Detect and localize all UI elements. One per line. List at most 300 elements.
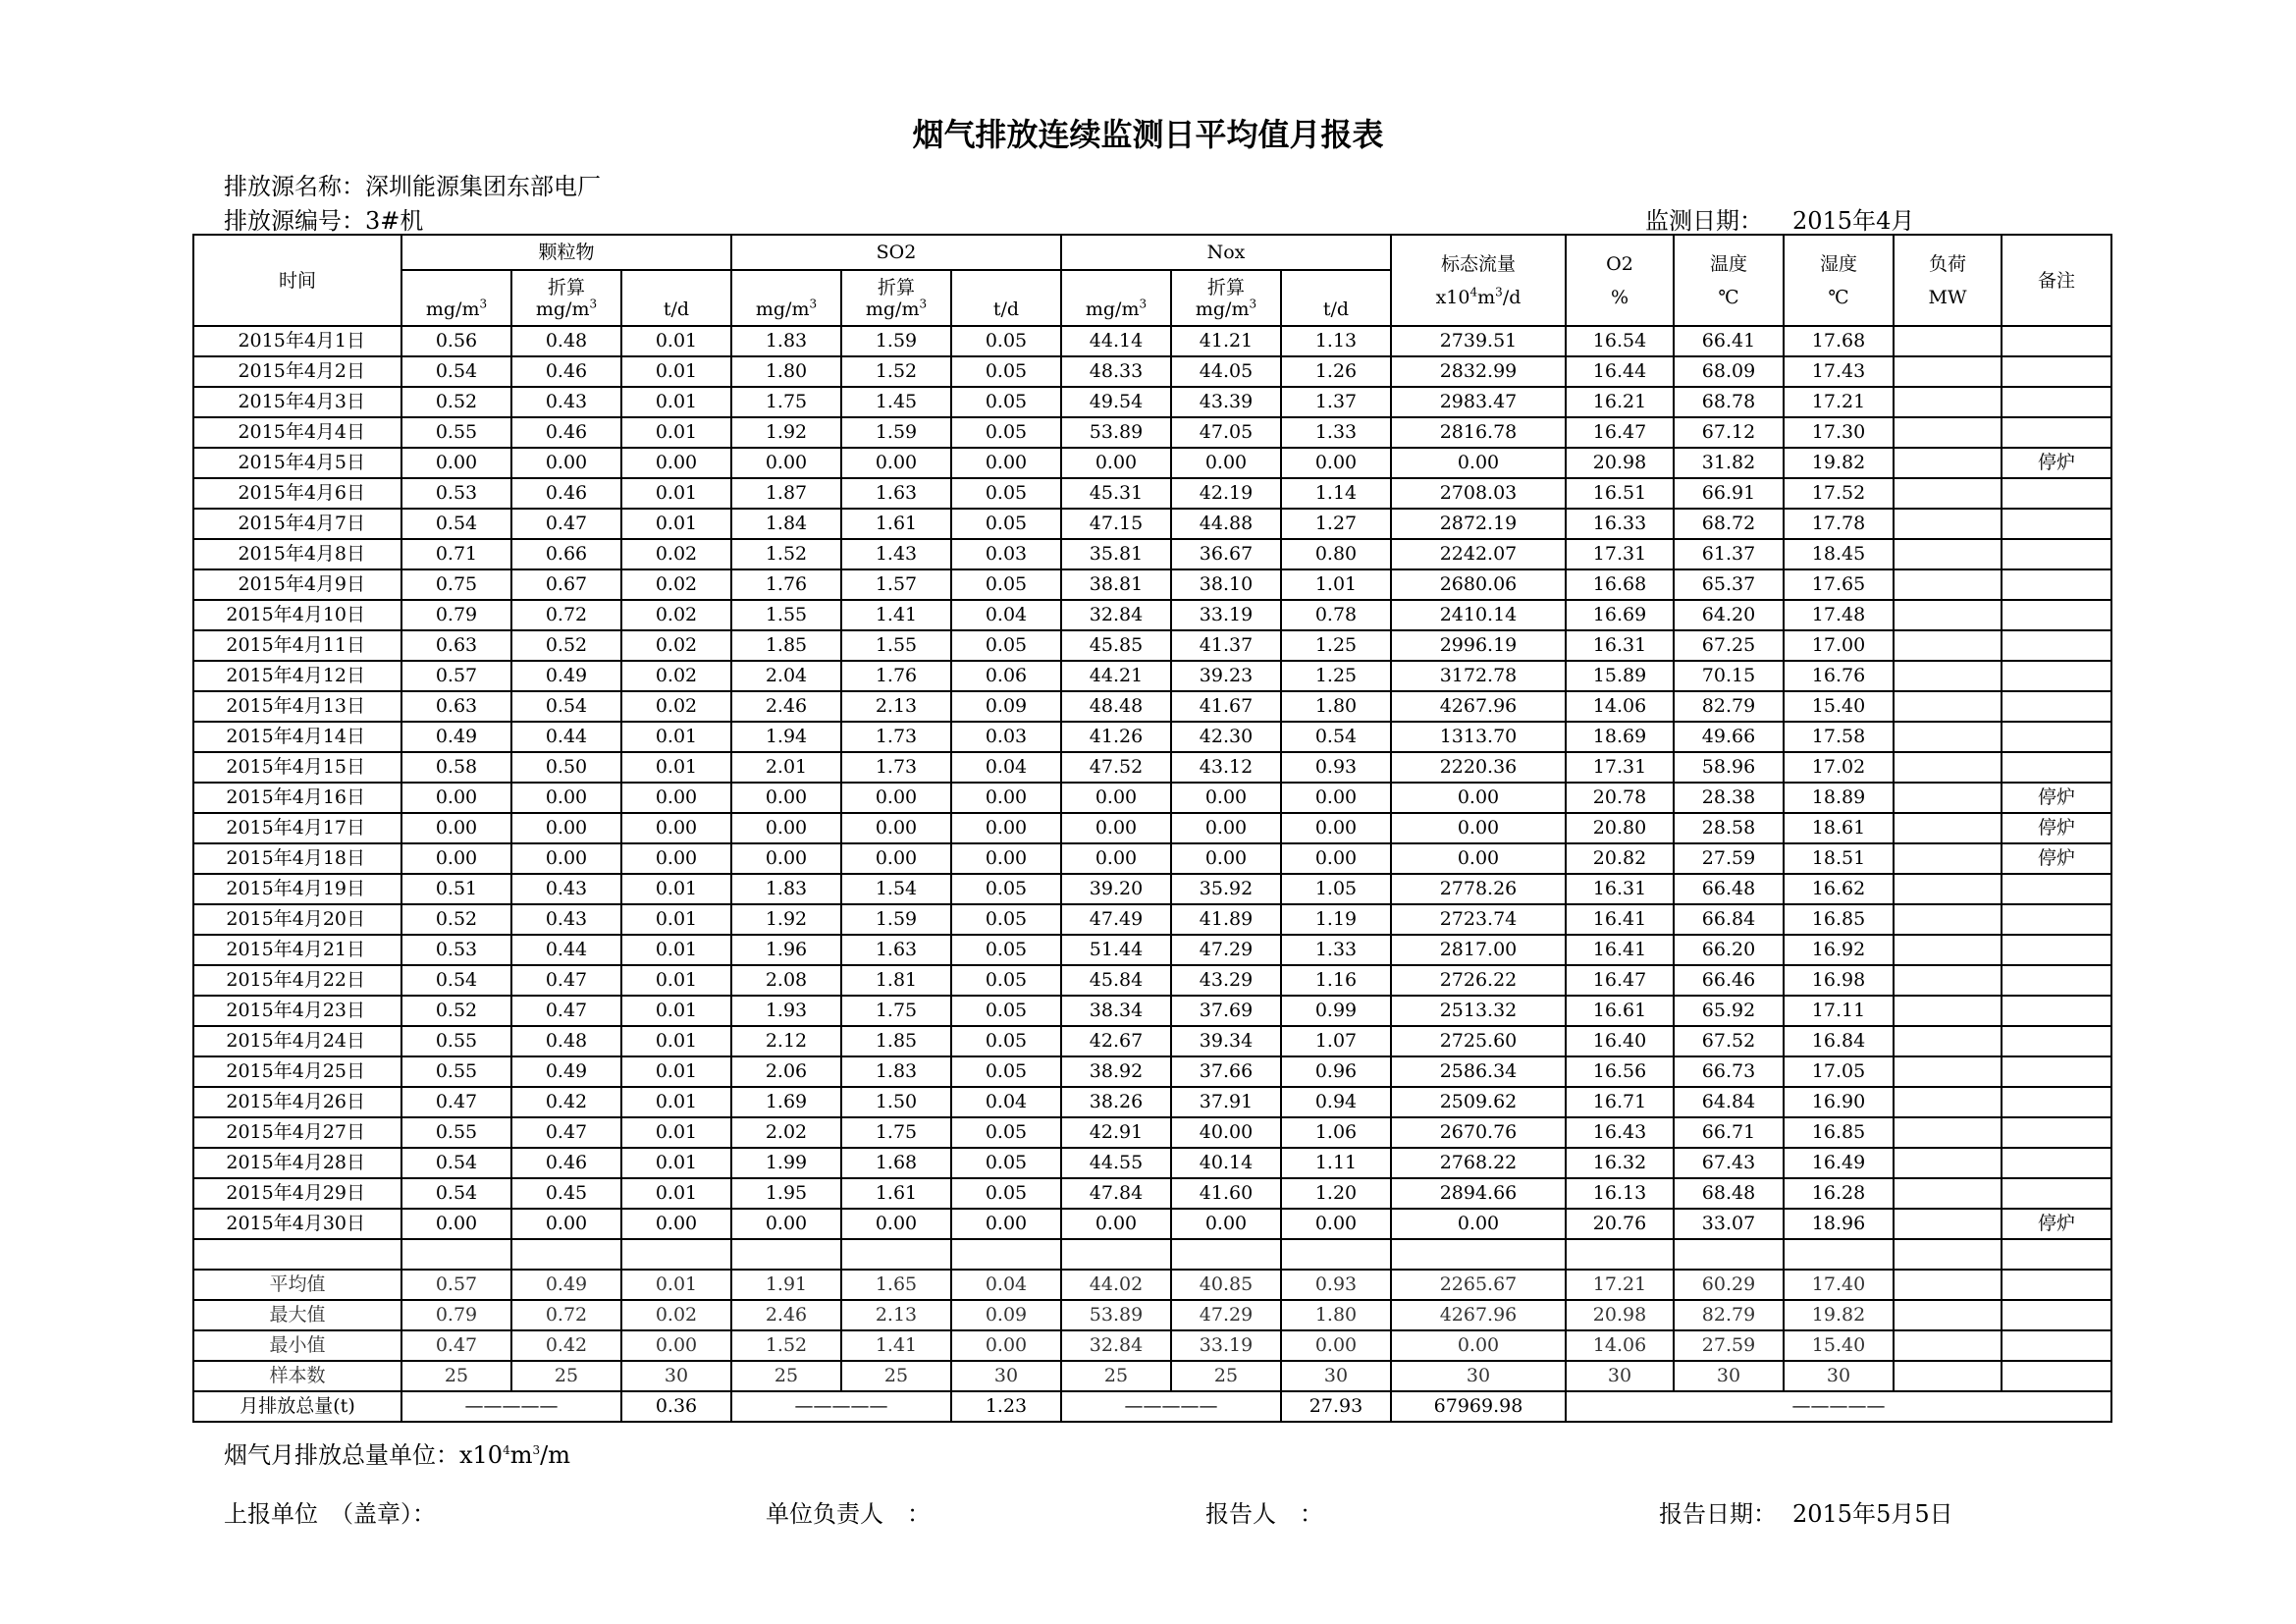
row-label: 2015年4月13日 xyxy=(193,691,401,722)
table-cell: 1.50 xyxy=(841,1087,951,1117)
table-cell xyxy=(2002,509,2111,539)
table-cell xyxy=(2002,1148,2111,1178)
table-cell: 1.81 xyxy=(841,965,951,996)
table-cell: 1.63 xyxy=(841,935,951,965)
table-cell: 0.00 xyxy=(621,1330,731,1361)
table-cell: 3172.78 xyxy=(1391,661,1566,691)
table-row xyxy=(193,1209,2111,1239)
table-cell: 0.04 xyxy=(951,1270,1061,1300)
table-cell: 16.21 xyxy=(1566,387,1674,417)
row-label: 2015年4月25日 xyxy=(193,1056,401,1087)
table-cell: 0.01 xyxy=(621,996,731,1026)
table-cell: 66.91 xyxy=(1674,478,1784,509)
table-cell: 47.84 xyxy=(1061,1178,1171,1209)
table-cell: 0.01 xyxy=(621,478,731,509)
table-cell xyxy=(1894,752,2002,783)
table-cell: 37.91 xyxy=(1171,1087,1281,1117)
row-label: 最小值 xyxy=(193,1330,401,1361)
table-cell: 33.19 xyxy=(1171,600,1281,630)
table-cell: 0.00 xyxy=(621,1209,731,1239)
table-cell: 0.02 xyxy=(621,661,731,691)
table-cell: 0.05 xyxy=(951,996,1061,1026)
table-cell: 1.83 xyxy=(841,1056,951,1087)
table-cell: 41.21 xyxy=(1171,326,1281,356)
header-time: 时间 xyxy=(193,235,401,326)
table-cell: 1.85 xyxy=(841,1026,951,1056)
table-cell: 1.73 xyxy=(841,752,951,783)
table-cell: 0.00 xyxy=(621,448,731,478)
table-cell: 18.61 xyxy=(1784,813,1894,843)
table-cell: 48.33 xyxy=(1061,356,1171,387)
table-cell: 0.51 xyxy=(401,874,511,904)
table-cell: 0.46 xyxy=(511,417,621,448)
table-cell: 20.82 xyxy=(1566,843,1674,874)
table-cell: 44.05 xyxy=(1171,356,1281,387)
table-cell: 1.16 xyxy=(1281,965,1391,996)
row-label: 2015年4月18日 xyxy=(193,843,401,874)
subheader-td: t/d xyxy=(1281,270,1391,326)
table-cell: 1.52 xyxy=(841,356,951,387)
table-cell: 0.04 xyxy=(951,600,1061,630)
row-label: 样本数 xyxy=(193,1361,401,1391)
table-cell: 45.31 xyxy=(1061,478,1171,509)
table-cell: 51.44 xyxy=(1061,935,1171,965)
table-cell: 16.28 xyxy=(1784,1178,1894,1209)
table-cell: 0.43 xyxy=(511,904,621,935)
table-cell: 16.76 xyxy=(1784,661,1894,691)
table-row xyxy=(193,752,2111,783)
table-cell: 47.49 xyxy=(1061,904,1171,935)
table-cell: 48.48 xyxy=(1061,691,1171,722)
table-cell xyxy=(1894,630,2002,661)
report-date-label: 报告日期： xyxy=(1659,1500,1777,1528)
table-row xyxy=(193,722,2111,752)
table-cell xyxy=(1894,1056,2002,1087)
table-cell: 0.05 xyxy=(951,1056,1061,1087)
row-label: 2015年4月17日 xyxy=(193,813,401,843)
table-cell: 0.75 xyxy=(401,569,511,600)
table-cell: 16.54 xyxy=(1566,326,1674,356)
table-cell xyxy=(1391,1239,1566,1270)
table-cell: 0.49 xyxy=(511,1056,621,1087)
table-cell: 16.68 xyxy=(1566,569,1674,600)
table-cell: 1.61 xyxy=(841,509,951,539)
table-cell xyxy=(951,1239,1061,1270)
table-cell xyxy=(2002,1270,2111,1300)
table-cell: 16.33 xyxy=(1566,509,1674,539)
table-cell: 0.66 xyxy=(511,539,621,569)
table-cell: 66.73 xyxy=(1674,1056,1784,1087)
table-row xyxy=(193,843,2111,874)
table-cell: 39.20 xyxy=(1061,874,1171,904)
row-label: 2015年4月27日 xyxy=(193,1117,401,1148)
table-cell: 16.32 xyxy=(1566,1148,1674,1178)
table-row xyxy=(193,1178,2111,1209)
table-row xyxy=(193,935,2111,965)
table-cell: 16.85 xyxy=(1784,1117,1894,1148)
table-cell: 2894.66 xyxy=(1391,1178,1566,1209)
table-cell: 66.84 xyxy=(1674,904,1784,935)
header-load: 负荷 MW xyxy=(1894,235,2002,326)
table-cell: 0.00 xyxy=(401,843,511,874)
table-cell: 1.83 xyxy=(731,326,841,356)
table-row xyxy=(193,874,2111,904)
table-cell: 0.45 xyxy=(511,1178,621,1209)
table-cell: 0.55 xyxy=(401,417,511,448)
table-cell xyxy=(2002,722,2111,752)
table-cell: 1.76 xyxy=(731,569,841,600)
table-cell xyxy=(731,1239,841,1270)
table-cell: 27.59 xyxy=(1674,1330,1784,1361)
table-cell: 68.48 xyxy=(1674,1178,1784,1209)
table-row xyxy=(193,1026,2111,1056)
table-cell: 68.09 xyxy=(1674,356,1784,387)
table-cell: 1.99 xyxy=(731,1148,841,1178)
table-cell: 0.00 xyxy=(951,1209,1061,1239)
row-label: 2015年4月21日 xyxy=(193,935,401,965)
header-nox: Nox xyxy=(1061,235,1391,270)
table-cell: 66.41 xyxy=(1674,326,1784,356)
table-cell: 0.54 xyxy=(401,1148,511,1178)
table-cell: 0.93 xyxy=(1281,1270,1391,1300)
table-cell xyxy=(1894,813,2002,843)
table-cell: 27.59 xyxy=(1674,843,1784,874)
table-cell: 1.11 xyxy=(1281,1148,1391,1178)
table-cell: 0.00 xyxy=(1391,783,1566,813)
table-cell: 2817.00 xyxy=(1391,935,1566,965)
table-cell: 0.57 xyxy=(401,661,511,691)
table-cell xyxy=(1894,935,2002,965)
table-cell: 35.92 xyxy=(1171,874,1281,904)
row-label: 2015年4月20日 xyxy=(193,904,401,935)
table-cell: 25 xyxy=(511,1361,621,1391)
subheader-converted: 折算 $mg/m^3$ xyxy=(841,270,951,326)
table-cell: 1.80 xyxy=(1281,691,1391,722)
table-cell: 0.52 xyxy=(401,904,511,935)
table-cell: 47.29 xyxy=(1171,935,1281,965)
table-cell: 2983.47 xyxy=(1391,387,1566,417)
stats-row xyxy=(193,1270,2111,1300)
table-cell: 停炉 xyxy=(2002,1209,2111,1239)
table-cell: 停炉 xyxy=(2002,783,2111,813)
monitor-date: 2015年4月 xyxy=(1792,207,1915,235)
table-cell: 0.00 xyxy=(1171,783,1281,813)
total-nox: 27.93 xyxy=(1281,1391,1391,1422)
row-label: 2015年4月30日 xyxy=(193,1209,401,1239)
table-cell: 1.25 xyxy=(1281,661,1391,691)
table-cell: 30 xyxy=(1566,1361,1674,1391)
table-cell: 2.06 xyxy=(731,1056,841,1087)
table-cell: 2816.78 xyxy=(1391,417,1566,448)
table-cell: 0.94 xyxy=(1281,1087,1391,1117)
stats-row xyxy=(193,1361,2111,1391)
table-cell: 0.03 xyxy=(951,722,1061,752)
table-cell: 1.52 xyxy=(731,1330,841,1361)
table-cell: 0.05 xyxy=(951,387,1061,417)
table-cell xyxy=(1894,783,2002,813)
table-cell xyxy=(401,1239,511,1270)
subheader-td: t/d xyxy=(951,270,1061,326)
table-cell: 2220.36 xyxy=(1391,752,1566,783)
table-cell: 16.84 xyxy=(1784,1026,1894,1056)
table-cell: 16.71 xyxy=(1566,1087,1674,1117)
table-cell: 19.82 xyxy=(1784,1300,1894,1330)
table-cell: 0.96 xyxy=(1281,1056,1391,1087)
table-cell: 82.79 xyxy=(1674,1300,1784,1330)
table-cell: 2410.14 xyxy=(1391,600,1566,630)
table-cell: 1.69 xyxy=(731,1087,841,1117)
table-cell xyxy=(1894,1239,2002,1270)
table-cell: 0.54 xyxy=(511,691,621,722)
table-cell: 58.96 xyxy=(1674,752,1784,783)
table-cell: 0.00 xyxy=(511,813,621,843)
table-cell: 0.02 xyxy=(621,600,731,630)
table-cell: 16.44 xyxy=(1566,356,1674,387)
table-cell xyxy=(2002,965,2111,996)
table-cell: 0.53 xyxy=(401,935,511,965)
table-cell xyxy=(1894,1178,2002,1209)
table-cell: 0.72 xyxy=(511,600,621,630)
table-cell: 20.76 xyxy=(1566,1209,1674,1239)
table-cell xyxy=(2002,569,2111,600)
table-row xyxy=(193,326,2111,356)
table-cell: 0.54 xyxy=(401,356,511,387)
table-cell: 0.02 xyxy=(621,1300,731,1330)
table-cell: 0.00 xyxy=(1281,843,1391,874)
table-cell: 0.00 xyxy=(1061,783,1171,813)
table-cell: 40.85 xyxy=(1171,1270,1281,1300)
table-cell: 0.05 xyxy=(951,935,1061,965)
table-cell: 1.52 xyxy=(731,539,841,569)
row-label: 2015年4月3日 xyxy=(193,387,401,417)
table-cell: 33.07 xyxy=(1674,1209,1784,1239)
table-cell: 16.49 xyxy=(1784,1148,1894,1178)
table-cell: 0.00 xyxy=(401,813,511,843)
table-cell xyxy=(2002,387,2111,417)
table-cell: 0.79 xyxy=(401,600,511,630)
table-cell: 16.31 xyxy=(1566,630,1674,661)
source-number: 排放源编号：3#机 xyxy=(224,207,424,235)
table-cell xyxy=(1894,904,2002,935)
table-cell: 0.05 xyxy=(951,326,1061,356)
table-row xyxy=(193,417,2111,448)
table-cell: 44.88 xyxy=(1171,509,1281,539)
table-row xyxy=(193,661,2111,691)
table-cell: 44.55 xyxy=(1061,1148,1171,1178)
table-cell: 0.46 xyxy=(511,478,621,509)
table-cell: 2.12 xyxy=(731,1026,841,1056)
table-cell: 30 xyxy=(621,1361,731,1391)
dash-cell: ————— xyxy=(1566,1391,2111,1422)
table-cell: 0.00 xyxy=(1391,813,1566,843)
table-cell xyxy=(1894,1026,2002,1056)
table-cell: 44.14 xyxy=(1061,326,1171,356)
table-cell: 0.44 xyxy=(511,935,621,965)
table-cell: 0.53 xyxy=(401,478,511,509)
table-cell: 0.05 xyxy=(951,1178,1061,1209)
table-cell: 15.40 xyxy=(1784,691,1894,722)
table-cell: 0.00 xyxy=(731,783,841,813)
table-cell: 0.58 xyxy=(401,752,511,783)
table-cell: 30 xyxy=(1281,1361,1391,1391)
table-cell: 25 xyxy=(731,1361,841,1391)
table-cell xyxy=(2002,661,2111,691)
table-cell: 1.59 xyxy=(841,417,951,448)
table-cell: 14.06 xyxy=(1566,691,1674,722)
page-title: 烟气排放连续监测日平均值月报表 xyxy=(912,116,1384,153)
table-cell: 1.19 xyxy=(1281,904,1391,935)
table-cell: 17.31 xyxy=(1566,539,1674,569)
table-cell: 1.83 xyxy=(731,874,841,904)
table-cell: 0.48 xyxy=(511,1026,621,1056)
table-cell: 1.75 xyxy=(841,1117,951,1148)
table-cell: 0.63 xyxy=(401,691,511,722)
table-cell: 2.46 xyxy=(731,691,841,722)
table-cell: 0.56 xyxy=(401,326,511,356)
table-cell: 0.05 xyxy=(951,478,1061,509)
table-cell: 0.00 xyxy=(401,783,511,813)
table-cell xyxy=(1894,1330,2002,1361)
table-row xyxy=(193,1117,2111,1148)
table-cell: 1313.70 xyxy=(1391,722,1566,752)
table-cell: 18.96 xyxy=(1784,1209,1894,1239)
table-cell: 16.61 xyxy=(1566,996,1674,1026)
dash-cell: ————— xyxy=(401,1391,621,1422)
table-cell: 0.55 xyxy=(401,1117,511,1148)
table-cell: 0.01 xyxy=(621,326,731,356)
table-cell: 44.02 xyxy=(1061,1270,1171,1300)
table-cell: 0.00 xyxy=(1391,1330,1566,1361)
table-cell: 20.78 xyxy=(1566,783,1674,813)
row-label: 最大值 xyxy=(193,1300,401,1330)
table-row xyxy=(193,569,2111,600)
table-cell xyxy=(2002,539,2111,569)
table-cell: 0.00 xyxy=(951,783,1061,813)
table-cell: 2513.32 xyxy=(1391,996,1566,1026)
table-cell xyxy=(1061,1239,1171,1270)
table-cell xyxy=(2002,1056,2111,1087)
table-cell xyxy=(1894,539,2002,569)
table-cell: 1.75 xyxy=(731,387,841,417)
table-cell: 0.47 xyxy=(511,965,621,996)
table-cell xyxy=(1566,1239,1674,1270)
table-cell: 68.72 xyxy=(1674,509,1784,539)
table-row xyxy=(193,1087,2111,1117)
row-label: 2015年4月12日 xyxy=(193,661,401,691)
subheader-mgm3: $mg/m^3$ xyxy=(401,270,511,326)
table-cell: 38.26 xyxy=(1061,1087,1171,1117)
table-cell: 0.00 xyxy=(1061,843,1171,874)
row-label: 2015年4月2日 xyxy=(193,356,401,387)
row-label: 平均值 xyxy=(193,1270,401,1300)
table-cell: 0.00 xyxy=(731,448,841,478)
table-cell: 0.00 xyxy=(1171,448,1281,478)
table-cell: 0.99 xyxy=(1281,996,1391,1026)
table-cell: 42.19 xyxy=(1171,478,1281,509)
header-particle: 颗粒物 xyxy=(401,235,731,270)
table-cell: 4267.96 xyxy=(1391,1300,1566,1330)
table-cell xyxy=(2002,1239,2111,1270)
table-cell: 37.66 xyxy=(1171,1056,1281,1087)
table-cell: 1.80 xyxy=(1281,1300,1391,1330)
table-cell: 4267.96 xyxy=(1391,691,1566,722)
table-cell xyxy=(1894,356,2002,387)
table-cell: 2.46 xyxy=(731,1300,841,1330)
row-label: 2015年4月8日 xyxy=(193,539,401,569)
table-cell: 40.00 xyxy=(1171,1117,1281,1148)
table-cell: 14.06 xyxy=(1566,1330,1674,1361)
table-cell: 0.01 xyxy=(621,752,731,783)
table-cell: 0.63 xyxy=(401,630,511,661)
table-cell: 0.05 xyxy=(951,356,1061,387)
table-cell: 1.85 xyxy=(731,630,841,661)
table-cell: 17.40 xyxy=(1784,1270,1894,1300)
table-cell xyxy=(2002,417,2111,448)
header-o2: O2 % xyxy=(1566,235,1674,326)
table-cell: 18.51 xyxy=(1784,843,1894,874)
subheader-converted: 折算 $mg/m^3$ xyxy=(511,270,621,326)
row-label: 2015年4月14日 xyxy=(193,722,401,752)
table-cell: 1.33 xyxy=(1281,417,1391,448)
table-cell: 18.89 xyxy=(1784,783,1894,813)
table-cell: 20.80 xyxy=(1566,813,1674,843)
table-cell: 66.46 xyxy=(1674,965,1784,996)
table-cell: 停炉 xyxy=(2002,448,2111,478)
table-cell xyxy=(2002,874,2111,904)
table-cell: 43.12 xyxy=(1171,752,1281,783)
table-cell: 1.26 xyxy=(1281,356,1391,387)
source-name: 排放源名称：深圳能源集团东部电厂 xyxy=(224,173,601,200)
table-cell: 0.00 xyxy=(401,1209,511,1239)
table-cell: 16.90 xyxy=(1784,1087,1894,1117)
table-cell: 16.69 xyxy=(1566,600,1674,630)
table-cell: 16.13 xyxy=(1566,1178,1674,1209)
table-cell: 2242.07 xyxy=(1391,539,1566,569)
row-label: 2015年4月11日 xyxy=(193,630,401,661)
table-cell: 0.43 xyxy=(511,874,621,904)
table-cell: 0.00 xyxy=(1171,843,1281,874)
table-cell: 0.93 xyxy=(1281,752,1391,783)
table-cell: 0.01 xyxy=(621,1148,731,1178)
table-cell: 停炉 xyxy=(2002,843,2111,874)
table-cell: 0.72 xyxy=(511,1300,621,1330)
table-cell: 0.44 xyxy=(511,722,621,752)
table-cell: 67.12 xyxy=(1674,417,1784,448)
table-cell xyxy=(2002,326,2111,356)
row-label: 2015年4月4日 xyxy=(193,417,401,448)
table-cell: 17.68 xyxy=(1784,326,1894,356)
table-cell xyxy=(1894,874,2002,904)
table-cell: 0.78 xyxy=(1281,600,1391,630)
table-cell: 17.30 xyxy=(1784,417,1894,448)
row-label: 2015年4月19日 xyxy=(193,874,401,904)
table-row xyxy=(193,387,2111,417)
table-cell: 17.02 xyxy=(1784,752,1894,783)
table-cell: 0.02 xyxy=(621,539,731,569)
table-cell: 25 xyxy=(841,1361,951,1391)
table-cell: 0.02 xyxy=(621,569,731,600)
table-cell: 44.21 xyxy=(1061,661,1171,691)
table-cell: 0.46 xyxy=(511,356,621,387)
table-cell: 65.37 xyxy=(1674,569,1784,600)
table-cell: 2768.22 xyxy=(1391,1148,1566,1178)
table-cell: 38.10 xyxy=(1171,569,1281,600)
table-cell: 16.51 xyxy=(1566,478,1674,509)
table-cell: 16.92 xyxy=(1784,935,1894,965)
table-cell: 2.04 xyxy=(731,661,841,691)
table-cell: 0.09 xyxy=(951,691,1061,722)
table-cell xyxy=(2002,996,2111,1026)
